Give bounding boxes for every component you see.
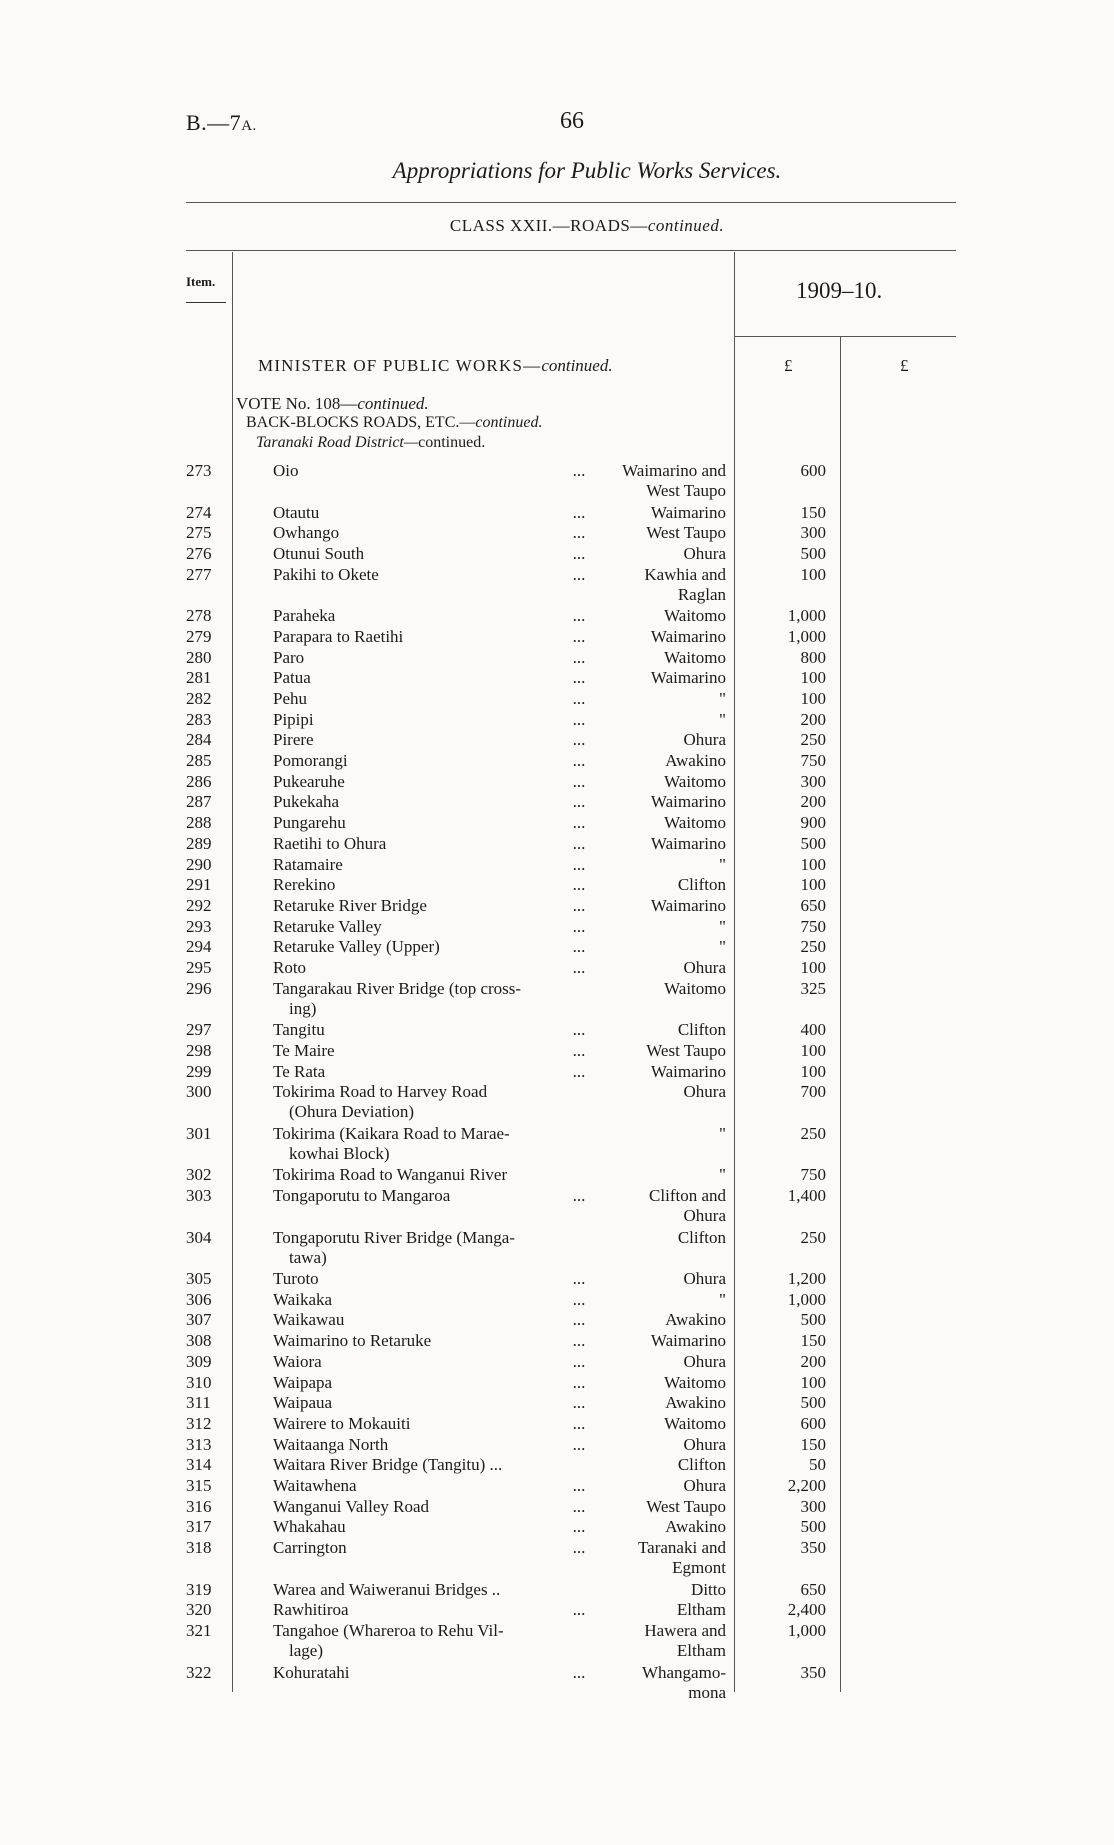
road-name: Pukearuhe bbox=[273, 771, 345, 791]
electoral-district-continued: mona bbox=[688, 1682, 726, 1702]
item-number: 289 bbox=[186, 833, 212, 853]
currency-symbol-2: £ bbox=[900, 356, 909, 375]
item-number: 313 bbox=[186, 1434, 212, 1454]
road-name: Waipapa bbox=[273, 1372, 333, 1392]
leader-dots: ... bbox=[572, 523, 586, 543]
electoral-district: " bbox=[719, 1123, 726, 1143]
road-name-continued: lage) bbox=[289, 1641, 323, 1660]
leader-dots: ... bbox=[572, 895, 586, 915]
road-name: Pungarehu bbox=[273, 813, 346, 833]
road-name: Tongaporutu to Mangaroa bbox=[273, 1186, 451, 1205]
road-name: Waitara River Bridge (Tangitu) ... bbox=[273, 1455, 503, 1475]
document-code-main: B.—7 bbox=[186, 110, 242, 135]
road-name: Waitaanga North bbox=[273, 1434, 389, 1454]
electoral-district: " bbox=[719, 916, 726, 936]
leader-dots: ... bbox=[572, 461, 586, 480]
electoral-district: Waimarino bbox=[650, 668, 726, 688]
leader-dots: ... bbox=[572, 1289, 586, 1309]
amount-value: 350 bbox=[800, 1662, 826, 1682]
road-name: Kohuratahi bbox=[273, 1662, 350, 1682]
electoral-district: Waimarino bbox=[650, 502, 726, 522]
amount-value: 600 bbox=[800, 461, 826, 480]
amount-value: 100 bbox=[800, 1372, 826, 1392]
leader-dots: ... bbox=[572, 688, 586, 708]
amount-value: 250 bbox=[800, 1227, 826, 1247]
item-number: 309 bbox=[186, 1351, 212, 1371]
leader-dots: ... bbox=[572, 1331, 586, 1351]
backblocks-heading-continued: continued. bbox=[475, 414, 543, 431]
leader-dots: ... bbox=[572, 1393, 586, 1413]
electoral-district: Clifton and bbox=[649, 1186, 726, 1205]
amount-value: 1,000 bbox=[787, 1289, 826, 1309]
amount-value: 100 bbox=[800, 875, 826, 895]
district-heading-continued: continued. bbox=[418, 434, 486, 451]
page-number: 66 bbox=[560, 108, 584, 134]
leader-dots: ... bbox=[572, 730, 586, 750]
amount-value: 100 bbox=[800, 668, 826, 688]
leader-dots: ... bbox=[572, 647, 586, 667]
road-name: Te Rata bbox=[273, 1061, 326, 1081]
item-number: 285 bbox=[186, 751, 212, 770]
amount-value: 900 bbox=[800, 813, 826, 833]
road-name-continued: (Ohura Deviation) bbox=[289, 1102, 415, 1122]
road-name: Otunui South bbox=[273, 543, 365, 563]
road-name: Whakahau bbox=[273, 1517, 346, 1537]
road-name: Warea and Waiweranui Bridges .. bbox=[273, 1579, 501, 1599]
amount-value: 200 bbox=[800, 792, 826, 812]
amount-value: 650 bbox=[800, 1579, 826, 1599]
road-name: Tangahoe (Whareroa to Rehu Vil- bbox=[273, 1621, 504, 1640]
leader-dots: ... bbox=[572, 606, 586, 626]
class-heading-continued: continued. bbox=[647, 216, 725, 235]
item-number: 281 bbox=[186, 668, 212, 688]
item-number: 291 bbox=[186, 875, 212, 895]
road-name: Tokirima Road to Wanganui River bbox=[273, 1165, 508, 1185]
amount-value: 1,000 bbox=[787, 606, 826, 626]
road-name: Pipipi bbox=[273, 709, 314, 729]
electoral-district: " bbox=[719, 937, 726, 957]
road-name: Tokirima (Kaikara Road to Marae- bbox=[273, 1123, 510, 1143]
road-name: Waikawau bbox=[273, 1310, 345, 1330]
amount-value: 200 bbox=[800, 709, 826, 729]
amount-value: 300 bbox=[800, 771, 826, 791]
leader-dots: ... bbox=[572, 1186, 586, 1205]
electoral-district: " bbox=[719, 1289, 726, 1309]
road-name: Paraheka bbox=[273, 606, 336, 626]
road-name: Waipaua bbox=[273, 1393, 333, 1413]
leader-dots: ... bbox=[572, 1662, 586, 1682]
item-number: 275 bbox=[186, 523, 212, 543]
amount-value: 250 bbox=[800, 730, 826, 750]
leader-dots: ... bbox=[572, 668, 586, 688]
electoral-district: Waitomo bbox=[664, 771, 726, 791]
amount-value: 150 bbox=[800, 502, 826, 522]
amount-value: 500 bbox=[800, 543, 826, 563]
leader-dots: ... bbox=[572, 1372, 586, 1392]
road-name: Ratamaire bbox=[273, 854, 343, 874]
item-column-divider bbox=[232, 252, 233, 1692]
road-name: Waitawhena bbox=[273, 1476, 357, 1495]
road-name: Owhango bbox=[273, 523, 340, 543]
item-number: 319 bbox=[186, 1579, 212, 1599]
road-name: Retaruke Valley bbox=[273, 916, 382, 936]
backblocks-heading bbox=[246, 414, 542, 432]
amount-value: 750 bbox=[800, 916, 826, 936]
amount-value: 750 bbox=[800, 751, 826, 770]
leader-dots: ... bbox=[572, 771, 586, 791]
electoral-district: Clifton bbox=[677, 1020, 726, 1040]
electoral-district: Ohura bbox=[683, 543, 726, 563]
item-number: 283 bbox=[186, 709, 212, 729]
electoral-district: Clifton bbox=[677, 1227, 726, 1247]
road-name: Tangarakau River Bridge (top cross- bbox=[273, 978, 522, 998]
item-number: 282 bbox=[186, 688, 212, 708]
amount-value: 1,400 bbox=[787, 1186, 826, 1205]
amount-value: 100 bbox=[800, 564, 826, 584]
item-number: 287 bbox=[186, 792, 212, 812]
road-name: Te Maire bbox=[273, 1040, 335, 1060]
item-number: 293 bbox=[186, 916, 212, 936]
item-number: 284 bbox=[186, 730, 212, 750]
item-number: 278 bbox=[186, 606, 212, 626]
leader-dots: ... bbox=[572, 543, 586, 563]
leader-dots: ... bbox=[572, 792, 586, 812]
leader-dots: ... bbox=[572, 1413, 586, 1433]
electoral-district: Whangamo- bbox=[641, 1662, 726, 1682]
item-number: 308 bbox=[186, 1331, 212, 1351]
amount-value: 650 bbox=[800, 895, 826, 915]
amount-value: 350 bbox=[800, 1538, 826, 1558]
electoral-district: Ohura bbox=[683, 1269, 726, 1288]
leader-dots: ... bbox=[572, 875, 586, 895]
electoral-district: " bbox=[719, 688, 726, 708]
amount-value: 1,000 bbox=[787, 626, 826, 646]
electoral-district-continued: Eltham bbox=[676, 1641, 726, 1660]
leader-dots: ... bbox=[572, 1517, 586, 1537]
electoral-district: Ohura bbox=[683, 1434, 726, 1454]
amount-value: 325 bbox=[800, 978, 826, 998]
item-column-header: Item. bbox=[186, 274, 216, 289]
item-number: 318 bbox=[186, 1538, 212, 1558]
road-name: Pukekaha bbox=[273, 792, 340, 812]
road-name: Pehu bbox=[273, 688, 307, 708]
electoral-district-continued: West Taupo bbox=[646, 481, 726, 500]
road-name: Pakihi to Okete bbox=[273, 564, 379, 584]
minister-heading bbox=[258, 356, 613, 376]
amount-value: 750 bbox=[800, 1165, 826, 1185]
item-number: 296 bbox=[186, 978, 212, 998]
item-number: 294 bbox=[186, 937, 212, 957]
electoral-district: Awakino bbox=[665, 1393, 726, 1413]
amount-value: 50 bbox=[809, 1455, 826, 1475]
table-top-rule bbox=[186, 250, 956, 251]
leader-dots: ... bbox=[572, 833, 586, 853]
amount-value: 1,200 bbox=[787, 1269, 826, 1288]
district-heading-label: Taranaki Road District— bbox=[256, 434, 419, 451]
title-rule bbox=[186, 202, 956, 203]
electoral-district: Kawhia and bbox=[644, 564, 726, 584]
electoral-district: Waitomo bbox=[664, 978, 726, 998]
electoral-district: Clifton bbox=[677, 1455, 726, 1475]
item-number: 307 bbox=[186, 1310, 212, 1330]
leader-dots: ... bbox=[572, 916, 586, 936]
leader-dots: ... bbox=[572, 709, 586, 729]
district-heading bbox=[256, 434, 485, 452]
document-code bbox=[186, 110, 257, 136]
electoral-district: Ohura bbox=[683, 1476, 726, 1495]
item-number: 321 bbox=[186, 1621, 212, 1640]
amount-value: 400 bbox=[800, 1020, 826, 1040]
item-number: 310 bbox=[186, 1372, 212, 1392]
item-number: 295 bbox=[186, 958, 212, 977]
vote-heading-label: VOTE No. 108— bbox=[236, 394, 358, 413]
road-name: Oio bbox=[273, 461, 299, 480]
amount-value: 300 bbox=[800, 523, 826, 543]
amount-value: 200 bbox=[800, 1351, 826, 1371]
electoral-district: Waitomo bbox=[664, 1413, 726, 1433]
road-name: Patua bbox=[273, 668, 311, 688]
vote-heading-continued: continued. bbox=[357, 394, 429, 413]
backblocks-heading-label: BACK-BLOCKS ROADS, ETC.— bbox=[246, 414, 476, 431]
electoral-district-continued: Raglan bbox=[677, 584, 726, 604]
electoral-district: Awakino bbox=[665, 751, 726, 770]
electoral-district: West Taupo bbox=[646, 523, 726, 543]
item-number: 292 bbox=[186, 895, 212, 915]
electoral-district-continued: Ohura bbox=[683, 1206, 726, 1225]
electoral-district: Ohura bbox=[683, 958, 726, 977]
leader-dots: ... bbox=[572, 958, 586, 977]
electoral-district: West Taupo bbox=[646, 1040, 726, 1060]
electoral-district: West Taupo bbox=[646, 1496, 726, 1516]
item-number: 311 bbox=[186, 1393, 211, 1413]
item-number: 286 bbox=[186, 771, 212, 791]
item-number: 301 bbox=[186, 1123, 212, 1143]
item-number: 304 bbox=[186, 1227, 212, 1247]
leader-dots: ... bbox=[572, 1434, 586, 1454]
document-code-suffix: A. bbox=[241, 118, 257, 134]
amount-value: 100 bbox=[800, 1040, 826, 1060]
item-number: 288 bbox=[186, 813, 212, 833]
item-number: 276 bbox=[186, 543, 212, 563]
leader-dots: ... bbox=[572, 1538, 586, 1558]
leader-dots: ... bbox=[572, 1061, 586, 1081]
road-name: Tangitu bbox=[273, 1020, 325, 1040]
class-heading bbox=[0, 216, 1114, 236]
road-name: Tongaporutu River Bridge (Manga- bbox=[273, 1227, 515, 1247]
amount-value: 150 bbox=[800, 1434, 826, 1454]
year-header-rule bbox=[734, 336, 956, 337]
item-number: 297 bbox=[186, 1020, 212, 1040]
road-name: Otautu bbox=[273, 502, 320, 522]
minister-heading-label: MINISTER OF PUBLIC WORKS— bbox=[258, 356, 542, 375]
item-number: 302 bbox=[186, 1165, 212, 1185]
electoral-district: " bbox=[719, 854, 726, 874]
amount-value: 500 bbox=[800, 1310, 826, 1330]
electoral-district: Waimarino bbox=[650, 1331, 726, 1351]
amount-value: 1,000 bbox=[787, 1621, 826, 1640]
item-number: 316 bbox=[186, 1496, 212, 1516]
amount-value: 250 bbox=[800, 1123, 826, 1143]
item-number: 315 bbox=[186, 1476, 212, 1495]
amount-value: 300 bbox=[800, 1496, 826, 1516]
road-name: Wairere to Mokauiti bbox=[273, 1413, 411, 1433]
item-number: 273 bbox=[186, 461, 212, 480]
electoral-district: Awakino bbox=[665, 1517, 726, 1537]
amount-value: 100 bbox=[800, 958, 826, 977]
electoral-district: Taranaki and bbox=[637, 1538, 726, 1558]
road-name: Wanganui Valley Road bbox=[273, 1496, 430, 1516]
electoral-district: " bbox=[719, 709, 726, 729]
amount-value: 2,400 bbox=[787, 1600, 826, 1620]
vote-heading bbox=[236, 394, 429, 414]
leader-dots: ... bbox=[572, 1351, 586, 1371]
leader-dots: ... bbox=[572, 1020, 586, 1040]
electoral-district: Eltham bbox=[676, 1600, 726, 1620]
electoral-district: Hawera and bbox=[644, 1621, 726, 1640]
road-name: Waikaka bbox=[273, 1289, 333, 1309]
class-heading-label: CLASS XXII.—ROADS— bbox=[449, 216, 648, 235]
road-name: Parapara to Raetihi bbox=[273, 626, 404, 646]
road-name: Retaruke Valley (Upper) bbox=[273, 937, 440, 957]
electoral-district: Ditto bbox=[691, 1579, 726, 1599]
road-name: Pomorangi bbox=[273, 751, 348, 770]
total-column-divider bbox=[840, 336, 841, 1692]
electoral-district: Ohura bbox=[683, 1351, 726, 1371]
item-number: 299 bbox=[186, 1061, 212, 1081]
leader-dots: ... bbox=[572, 937, 586, 957]
road-name-continued: tawa) bbox=[289, 1247, 327, 1267]
amount-value: 800 bbox=[800, 647, 826, 667]
electoral-district: Ohura bbox=[683, 730, 726, 750]
item-number: 317 bbox=[186, 1517, 212, 1537]
amount-value: 150 bbox=[800, 1331, 826, 1351]
leader-dots: ... bbox=[572, 502, 586, 522]
electoral-district: Waimarino bbox=[650, 833, 726, 853]
road-name: Retaruke River Bridge bbox=[273, 895, 427, 915]
road-name: Carrington bbox=[273, 1538, 347, 1558]
minister-heading-continued: continued. bbox=[541, 356, 613, 375]
amount-value: 100 bbox=[800, 854, 826, 874]
road-name: Waimarino to Retaruke bbox=[273, 1331, 432, 1351]
currency-symbol-1: £ bbox=[784, 356, 793, 375]
electoral-district: Awakino bbox=[665, 1310, 726, 1330]
item-number: 300 bbox=[186, 1082, 212, 1102]
road-name: Roto bbox=[273, 958, 307, 977]
item-number: 290 bbox=[186, 854, 212, 874]
page-title: Appropriations for Public Works Services. bbox=[392, 158, 782, 183]
item-number: 303 bbox=[186, 1186, 212, 1205]
electoral-district: Waitomo bbox=[664, 813, 726, 833]
leader-dots: ... bbox=[572, 854, 586, 874]
electoral-district: Waitomo bbox=[664, 1372, 726, 1392]
amount-value: 500 bbox=[800, 1393, 826, 1413]
leader-dots: ... bbox=[572, 1496, 586, 1516]
road-name: Pirere bbox=[273, 730, 314, 750]
road-name-continued: ing) bbox=[289, 998, 317, 1018]
leader-dots: ... bbox=[572, 626, 586, 646]
electoral-district: Waimarino bbox=[650, 626, 726, 646]
amount-value: 2,200 bbox=[787, 1476, 826, 1495]
year-column-header: 1909–10. bbox=[796, 278, 883, 303]
leader-dots: ... bbox=[572, 751, 586, 770]
item-number: 314 bbox=[186, 1455, 212, 1475]
item-number: 305 bbox=[186, 1269, 212, 1288]
item-header-underline bbox=[186, 302, 226, 303]
item-number: 277 bbox=[186, 564, 212, 584]
electoral-district: Waimarino bbox=[650, 895, 726, 915]
leader-dots: ... bbox=[572, 1040, 586, 1060]
electoral-district: " bbox=[719, 1165, 726, 1185]
amount-value: 700 bbox=[800, 1082, 826, 1102]
amount-value: 500 bbox=[800, 1517, 826, 1537]
road-name: Tokirima Road to Harvey Road bbox=[273, 1082, 488, 1102]
item-number: 279 bbox=[186, 626, 212, 646]
leader-dots: ... bbox=[572, 1476, 586, 1495]
electoral-district: Waitomo bbox=[664, 606, 726, 626]
road-name: Raetihi to Ohura bbox=[273, 833, 387, 853]
amount-column-divider bbox=[734, 252, 735, 1692]
road-name: Paro bbox=[273, 647, 305, 667]
amount-value: 100 bbox=[800, 1061, 826, 1081]
item-number: 274 bbox=[186, 502, 212, 522]
item-number: 280 bbox=[186, 647, 212, 667]
item-number: 298 bbox=[186, 1040, 212, 1060]
electoral-district: Ohura bbox=[683, 1082, 726, 1102]
electoral-district-continued: Egmont bbox=[672, 1558, 726, 1578]
leader-dots: ... bbox=[572, 1600, 586, 1620]
item-number: 312 bbox=[186, 1413, 212, 1433]
item-number: 306 bbox=[186, 1289, 212, 1309]
electoral-district: Waitomo bbox=[664, 647, 726, 667]
road-name: Rerekino bbox=[273, 875, 336, 895]
amount-value: 600 bbox=[800, 1413, 826, 1433]
leader-dots: ... bbox=[572, 1310, 586, 1330]
leader-dots: ... bbox=[572, 813, 586, 833]
road-name-continued: kowhai Block) bbox=[289, 1143, 390, 1163]
amount-value: 250 bbox=[800, 937, 826, 957]
electoral-district: Waimarino bbox=[650, 1061, 726, 1081]
electoral-district: Waimarino and bbox=[622, 461, 726, 480]
item-number: 322 bbox=[186, 1662, 212, 1682]
road-name: Turoto bbox=[273, 1269, 319, 1288]
item-number: 320 bbox=[186, 1600, 212, 1620]
leader-dots: ... bbox=[572, 564, 586, 584]
amount-value: 500 bbox=[800, 833, 826, 853]
leader-dots: ... bbox=[572, 1269, 586, 1288]
road-name: Waiora bbox=[273, 1351, 322, 1371]
amount-value: 100 bbox=[800, 688, 826, 708]
electoral-district: Waimarino bbox=[650, 792, 726, 812]
electoral-district: Clifton bbox=[677, 875, 726, 895]
road-name: Rawhitiroa bbox=[273, 1600, 349, 1620]
